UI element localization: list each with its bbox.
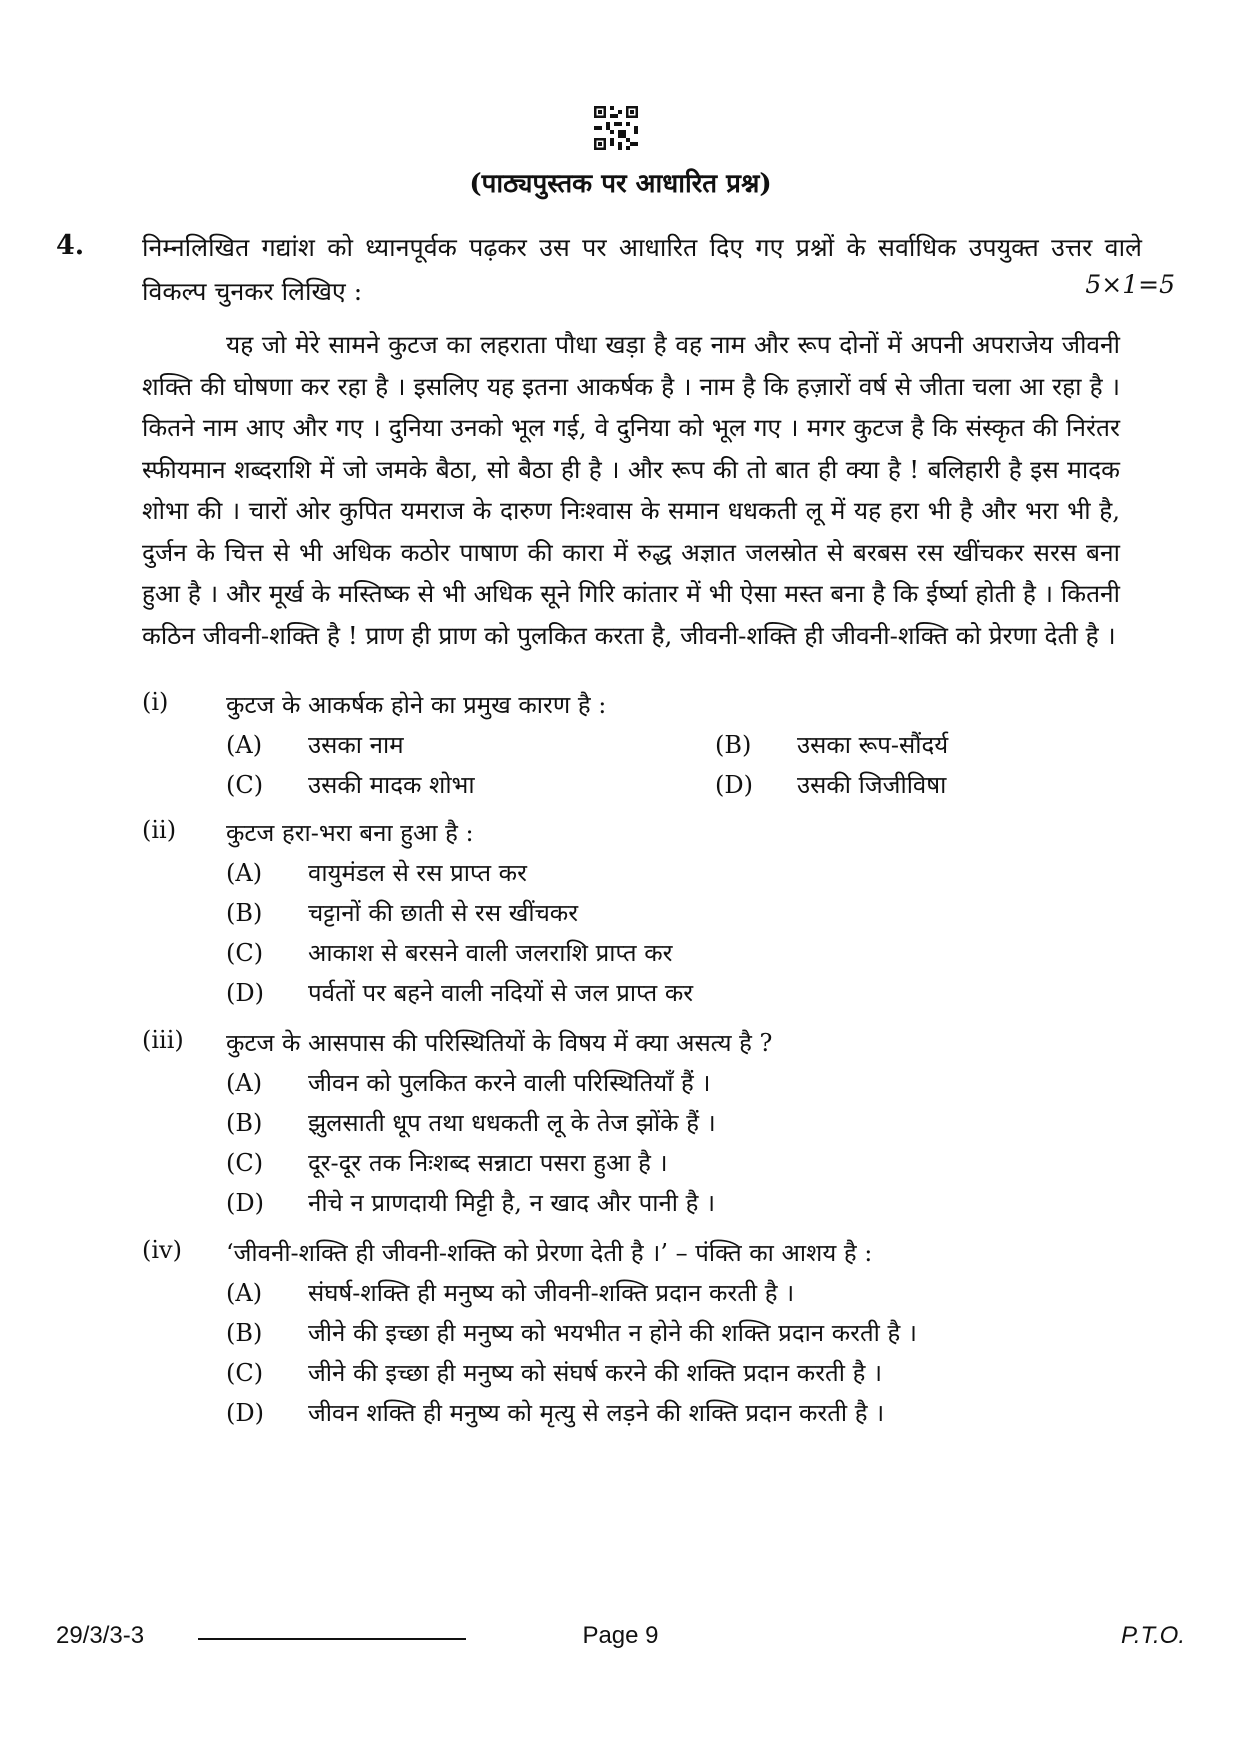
option-label: (C) bbox=[226, 1149, 264, 1177]
section-title: (पाठ्यपुस्तक पर आधारित प्रश्न) bbox=[469, 169, 772, 199]
option-text: जीवन को पुलकित करने वाली परिस्थितियाँ हैं । bbox=[308, 1069, 711, 1097]
option-label: (B) bbox=[715, 731, 752, 759]
option-ii-c bbox=[226, 936, 672, 969]
pto-label: P.T.O. bbox=[1120, 1622, 1185, 1649]
option-text: उसकी मादक शोभा bbox=[308, 771, 475, 799]
option-label: (C) bbox=[226, 1359, 264, 1387]
subquestion-text: कुटज हरा-भरा बना हुआ है : bbox=[226, 819, 474, 847]
option-text: आकाश से बरसने वाली जलराशि प्राप्त कर bbox=[308, 939, 673, 967]
option-label: (A) bbox=[226, 1279, 263, 1307]
option-text: चट्टानों की छाती से रस खींचकर bbox=[308, 899, 579, 927]
option-ii-d bbox=[226, 976, 693, 1009]
option-iv-b bbox=[226, 1316, 917, 1349]
option-text: नीचे न प्राणदायी मिट्टी है, न खाद और पानी है । bbox=[308, 1189, 716, 1217]
option-text: संघर्ष-शक्ति ही मनुष्य को जीवनी-शक्ति प्रदान करती है । bbox=[308, 1279, 795, 1307]
option-text: उसका रूप-सौंदर्य bbox=[797, 731, 949, 759]
option-iii-c bbox=[226, 1146, 668, 1179]
option-text: पर्वतों पर बहने वाली नदियों से जल प्राप्त कर bbox=[308, 979, 694, 1007]
option-i-a bbox=[226, 728, 404, 761]
option-iv-a bbox=[226, 1276, 794, 1309]
page-number: Page 9 bbox=[582, 1622, 659, 1649]
option-label: (B) bbox=[226, 1319, 263, 1347]
option-text: दूर-दूर तक निःशब्द सन्नाटा पसरा हुआ है । bbox=[308, 1149, 668, 1177]
option-text: जीवन शक्ति ही मनुष्य को मृत्यु से लड़ने की शक्ति प्रदान करती है । bbox=[308, 1399, 885, 1427]
option-ii-a bbox=[226, 856, 527, 889]
option-label: (A) bbox=[226, 731, 263, 759]
option-label: (D) bbox=[226, 1189, 264, 1217]
option-label: (C) bbox=[226, 771, 264, 799]
question-marks: 5×1=5 bbox=[1085, 270, 1175, 299]
passage: यह जो मेरे सामने कुटज का लहराता पौधा खड़ा है वह नाम और रूप दोनों में अपनी अपराजेय जीवनी शक्ति की घोषणा कर रहा है । इसलिए यह इतना आकर्षक है । नाम है कि हज़ारों वर्ष से जीता चला आ रहा है । कितने नाम आए और गए । दुनिया उनको भूल गई, वे दुनिया को भूल गए । मगर कुटज है कि संस्कृत की निरंतर स्फीयमान शब्दराशि में जो जमके बैठा, सो बैठा ही है । और रूप की तो बात ही क्या है ! बलिहारी है इस मादक शोभा की । चारों ओर कुपित यमराज के दारुण निःश्वास के समान धधकती लू में यह हरा भी है और भरा भी है, दुर्जन के चित्त से भी अधिक कठोर पाषाण की कारा में रुद्ध अज्ञात जलस्रोत से बरबस रस खींचकर सरस बना हुआ है । और मूर्ख के मस्तिष्क से भी अधिक सूने गिरि कांतार में भी ऐसा मस्त बना है कि ईर्ष्या होती है । कितनी कठिन जीवनी-शक्ति है ! प्राण ही प्राण को पुलकित करता है, जीवनी-शक्ति ही जीवनी-शक्ति को प्रेरणा देती है । bbox=[142, 330, 1120, 650]
option-iv-c bbox=[226, 1356, 882, 1389]
option-label: (D) bbox=[715, 771, 753, 799]
option-label: (B) bbox=[226, 1109, 263, 1137]
option-i-c bbox=[226, 768, 475, 801]
question-instruction: निम्नलिखित गद्यांश को ध्यानपूर्वक पढ़कर उस पर आधारित दिए गए प्रश्नों के सर्वाधिक उपयुक्त उत्तर वाले विकल्प चुनकर लिखिए : bbox=[142, 233, 1142, 306]
paper-code: 29/3/3-3 bbox=[56, 1622, 145, 1649]
option-label: (D) bbox=[226, 979, 264, 1007]
option-iv-d bbox=[226, 1396, 884, 1429]
option-text: जीने की इच्छा ही मनुष्य को भयभीत न होने की शक्ति प्रदान करती है । bbox=[308, 1319, 917, 1347]
question-number: 4. bbox=[56, 230, 85, 261]
subquestion-number: (i) bbox=[142, 688, 169, 716]
option-iii-d bbox=[226, 1186, 715, 1219]
option-label: (A) bbox=[226, 859, 263, 887]
qr-code-icon bbox=[594, 106, 638, 150]
option-label: (A) bbox=[226, 1069, 263, 1097]
option-text: जीने की इच्छा ही मनुष्य को संघर्ष करने की शक्ति प्रदान करती है । bbox=[308, 1359, 883, 1387]
subquestion-number: (iv) bbox=[142, 1236, 182, 1264]
option-text: झुलसाती धूप तथा धधकती लू के तेज झोंके हैं । bbox=[308, 1109, 716, 1137]
option-text: उसका नाम bbox=[308, 731, 404, 759]
option-i-d bbox=[715, 768, 946, 801]
option-ii-b bbox=[226, 896, 578, 929]
subquestion-text: ‘जीवनी-शक्ति ही जीवनी-शक्ति को प्रेरणा देती है ।’ – पंक्ति का आशय है : bbox=[226, 1239, 873, 1267]
option-text: उसकी जिजीविषा bbox=[797, 771, 947, 799]
option-iii-a bbox=[226, 1066, 711, 1099]
subquestion-text: कुटज के आकर्षक होने का प्रमुख कारण है : bbox=[226, 691, 607, 719]
option-label: (B) bbox=[226, 899, 263, 927]
option-text: वायुमंडल से रस प्राप्त कर bbox=[308, 859, 527, 887]
option-iii-b bbox=[226, 1106, 716, 1139]
subquestion-number: (iii) bbox=[142, 1026, 184, 1054]
option-i-b bbox=[715, 728, 948, 761]
option-label: (C) bbox=[226, 939, 264, 967]
subquestion-text: कुटज के आसपास की परिस्थितियों के विषय में क्या असत्य है ? bbox=[226, 1029, 773, 1057]
option-label: (D) bbox=[226, 1399, 264, 1427]
subquestion-number: (ii) bbox=[142, 816, 177, 844]
